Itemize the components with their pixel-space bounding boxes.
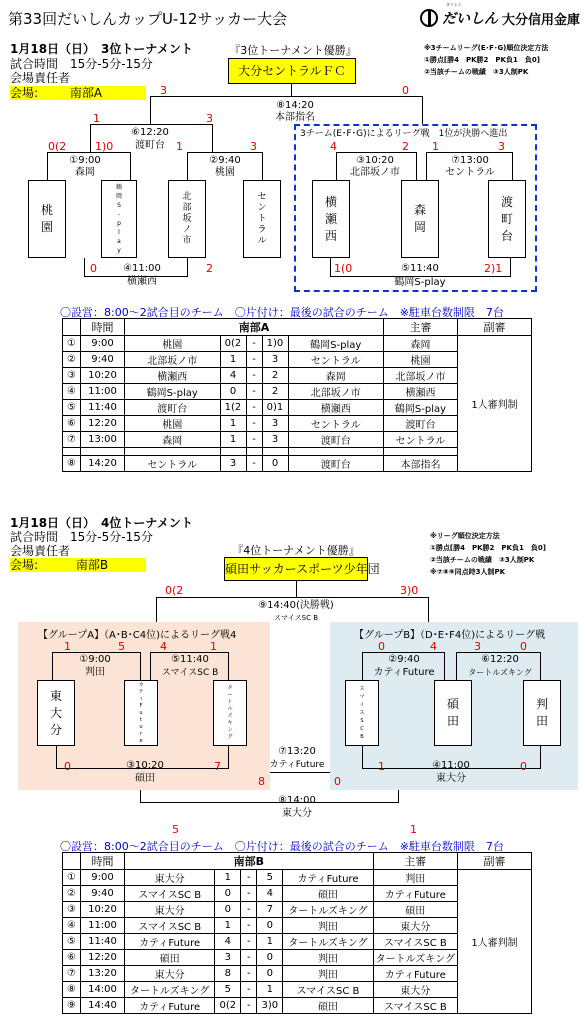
part1-notes (424, 42, 548, 78)
match-time: ③10:20 (126, 760, 164, 771)
match-time: ⑤11:40 (401, 263, 439, 274)
score: 3 (160, 84, 167, 97)
table-cell-ref: カティFuture (373, 966, 457, 982)
table-cell-s2: 1)0 (262, 336, 288, 352)
table-cell-no: ⑧ (63, 456, 81, 472)
table-cell-time: 10:20 (81, 902, 125, 918)
table-cell-ref: カティFuture (373, 886, 457, 902)
table-cell-time: 14:40 (81, 998, 125, 1014)
score: 3 (474, 640, 481, 653)
score: 5 (172, 823, 179, 836)
table-cell-away: タートルズキング (283, 934, 373, 950)
table-cell-home: 碩田 (125, 950, 215, 966)
match-ref: 渡町台 (135, 140, 165, 151)
table-cell-ref: 東大分 (373, 982, 457, 998)
table-spacer-cell (262, 448, 288, 456)
table-cell-no: ④ (63, 918, 81, 934)
match-time: ⑧14:00 (278, 795, 316, 806)
match-ref: セントラル (445, 167, 495, 178)
table-spacer-cell (81, 448, 125, 456)
part2-manager: 会場責任者 (10, 544, 71, 558)
ref-note: 1人審判制 (458, 336, 532, 472)
score: 1 (432, 140, 439, 153)
table-cell-s2: 3 (262, 416, 288, 432)
group-a-title: 【グループA】（A･B･C4位)によるリーグ戦4 (38, 630, 237, 641)
match-ref: 森岡 (75, 167, 95, 178)
table-cell-s1: 0 (220, 384, 246, 400)
match-time: ⑦13:00 (451, 155, 489, 166)
match-time: ②9:40 (388, 654, 420, 665)
note-line: ①勝点[勝4 PK勝2 PK負1 負0] (424, 56, 540, 64)
table-cell-time: 14:20 (81, 456, 125, 472)
logo-bank: 大分信用金庫 (502, 12, 581, 28)
table-spacer-cell (63, 448, 81, 456)
col-header: 主審 (384, 319, 458, 336)
league-title: 3チーム(E･F･G)によるリーグ戦 1位が決勝へ進出 (300, 129, 508, 139)
table-cell-dash: - (246, 384, 262, 400)
table-cell-away: 横瀬西 (288, 400, 384, 416)
table-cell-away: タートルズキング (283, 902, 373, 918)
table-cell-time: 12:20 (81, 950, 125, 966)
table-cell-s2: 5 (257, 870, 283, 886)
table-spacer-cell (384, 448, 458, 456)
table-cell-s2: 4 (257, 886, 283, 902)
table-cell-dash: - (246, 336, 262, 352)
table-cell-away: セントラル (288, 416, 384, 432)
table-cell-s1: 4 (220, 368, 246, 384)
match-ref: スマイスSC B (161, 668, 219, 678)
table-cell-s1: 5 (215, 982, 241, 998)
table-cell-dash: - (241, 950, 257, 966)
table-cell-home: 桃園 (125, 336, 221, 352)
table-cell-s1: 1 (220, 432, 246, 448)
match-time: ⑤11:40 (171, 654, 209, 665)
col-header: 南部A (125, 319, 384, 336)
score: 1)0 (95, 140, 114, 153)
table-cell-s1: 1(2 (220, 400, 246, 416)
team-box: 碩 田 (434, 680, 472, 746)
score: 3 (250, 140, 257, 153)
table-cell-away: 碩田 (283, 886, 373, 902)
table-cell-no: ② (63, 352, 81, 368)
table-cell-ref: スマイスSC B (373, 934, 457, 950)
match-ref: 桃園 (215, 167, 235, 178)
table-cell-s2: 2 (262, 384, 288, 400)
table-cell-ref: 鶴岡S-play (384, 400, 458, 416)
note-line: ※リーグ順位決定方法 (430, 532, 500, 540)
table-cell-no: ⑨ (63, 998, 81, 1014)
table-cell-home: セントラル (125, 456, 221, 472)
table-cell-s2: 3 (262, 352, 288, 368)
ref-note: 1人審判制 (458, 870, 532, 1014)
table-cell-s2: 0 (262, 456, 288, 472)
score: 1 (378, 760, 385, 773)
score: 0(2 (165, 584, 184, 597)
table-cell-away: カティFuture (283, 870, 373, 886)
table-cell-dash: - (246, 416, 262, 432)
table-cell-home: 東大分 (125, 902, 215, 918)
match-ref: カティFuture (269, 760, 325, 770)
table-cell-home: 横瀬西 (125, 368, 221, 384)
col-header: 南部B (125, 853, 374, 870)
score: 4 (430, 640, 437, 653)
table-cell-away: 北部坂ノ市 (288, 384, 384, 400)
score: 5 (118, 640, 125, 653)
table-cell-away: 判田 (283, 966, 373, 982)
table-cell-away: 判田 (283, 950, 373, 966)
logo-brand: だいしん (442, 11, 498, 27)
table-cell-no: ⑤ (63, 400, 81, 416)
note-line: ①勝点[勝4 PK勝2 PK負1 負0] (430, 544, 546, 552)
part1-date: 1月18日（日） 3位トーナメント (10, 42, 193, 56)
table-cell-ref: 東大分 (373, 918, 457, 934)
table-cell-no: ③ (63, 368, 81, 384)
table-cell-ref: 北部坂ノ市 (384, 368, 458, 384)
score: 3 (206, 112, 213, 125)
table-cell-time: 10:20 (81, 368, 125, 384)
table-cell-ref: セントラル (384, 432, 458, 448)
col-header: 時間 (81, 319, 125, 336)
table-cell-time: 11:40 (81, 400, 125, 416)
score: 3)0 (400, 584, 419, 597)
match-time: ⑨14:40(決勝戦) (258, 600, 334, 611)
table-cell-s2: 0)1 (262, 400, 288, 416)
logo-ruby: ダイシン (446, 2, 462, 7)
table-cell-s2: 0 (257, 950, 283, 966)
part2-date: 1月18日（日） 4位トーナメント (10, 516, 193, 530)
match-time: ⑦13:20 (278, 746, 316, 757)
score: 1 (176, 140, 183, 153)
table-cell-dash: - (246, 456, 262, 472)
score: 1 (93, 112, 100, 125)
table-spacer-cell (246, 448, 262, 456)
score: 1(0 (334, 262, 353, 275)
match-ref: タートルズキング (468, 668, 532, 677)
match-time: ⑥12:20 (131, 127, 169, 138)
note-line: ※⑦⑧⑨同点時3人制PK (430, 568, 506, 576)
match-ref: カティFuture (373, 667, 435, 678)
table-cell-s2: 0 (257, 966, 283, 982)
table-cell-s1: 0(2 (220, 336, 246, 352)
match-ref: 判田 (85, 667, 105, 678)
table-cell-ref: 本部指名 (384, 456, 458, 472)
match-ref: 横瀬西 (127, 276, 157, 287)
part2-venue (10, 558, 146, 572)
match-time: ①9:00 (69, 155, 101, 166)
table-cell-home: 鶴岡S-play (125, 384, 221, 400)
match-time: ⑥12:20 (481, 654, 519, 665)
table-cell-time: 13:00 (81, 432, 125, 448)
score: 1 (210, 640, 217, 653)
team-box: 東 大 分 (37, 680, 75, 746)
table-cell-away: 渡町台 (288, 456, 384, 472)
table-cell-ref: 森岡 (384, 336, 458, 352)
match-ref: 東大分 (436, 773, 466, 784)
part2-time: 試合時間 15分-5分-15分 (10, 530, 153, 544)
table-cell-s2: 0 (257, 918, 283, 934)
table-cell-ref: タートルズキング (373, 950, 457, 966)
table-cell-dash: - (246, 368, 262, 384)
table-spacer-cell (220, 448, 246, 456)
score: 4 (330, 140, 337, 153)
score: 2)1 (484, 262, 503, 275)
team-box: 桃 園 (28, 180, 66, 258)
table-spacer-cell (125, 448, 221, 456)
page-title: 第33回だいしんカップU-12サッカー大会 (8, 10, 288, 28)
score: 3 (498, 140, 505, 153)
score: 0 (520, 760, 527, 773)
note-line: ②当該チームの戦績 ③3人制PK (424, 68, 529, 76)
venue-value: 南部A (69, 86, 103, 100)
table-cell-ref: 碩田 (373, 902, 457, 918)
score: 0 (334, 775, 341, 788)
venue-label: 会場: (10, 86, 39, 100)
score: 0 (64, 760, 71, 773)
table-cell-home: 渡町台 (125, 400, 221, 416)
score: 7 (214, 760, 221, 773)
score: 0(2 (48, 140, 67, 153)
score: 1 (410, 823, 417, 836)
table-cell-no: ⑦ (63, 432, 81, 448)
match-ref: 鶴岡S-play (394, 277, 446, 288)
team-box: 渡 町 台 (488, 180, 526, 258)
table-cell-home: 桃園 (125, 416, 221, 432)
table-cell-no: ⑥ (63, 416, 81, 432)
table-cell-away: セントラル (288, 352, 384, 368)
table-cell-home: スマイスSC B (125, 918, 215, 934)
table-cell-ref: 横瀬西 (384, 384, 458, 400)
table-cell-home: タートルズキング (125, 982, 215, 998)
setup-line: 〇設営：8:00～2試合目のチーム 〇片付け：最後の試合のチーム ※駐車台数制限 7台 (60, 306, 504, 319)
table-cell-no: ④ (63, 384, 81, 400)
part1-venue (10, 86, 146, 100)
table-cell-s1: 8 (215, 966, 241, 982)
table-cell-ref: スマイスSC B (373, 998, 457, 1014)
table-cell-ref: 桃園 (384, 352, 458, 368)
table-cell-time: 9:40 (81, 352, 125, 368)
match-ref: 碩田 (135, 773, 155, 784)
table-cell-s1: 0 (215, 902, 241, 918)
table-cell-s2: 7 (257, 902, 283, 918)
table-cell-time: 9:00 (81, 336, 125, 352)
table-cell-s2: 2 (262, 368, 288, 384)
table-cell-away: 森岡 (288, 368, 384, 384)
table-row (63, 336, 532, 352)
team-box: 森 岡 (401, 180, 439, 258)
score: 8 (258, 775, 265, 788)
table-cell-s1: 1 (215, 870, 241, 886)
sponsor-logo (420, 2, 581, 28)
note-line: ※3チームリーグ(E･F･G)順位決定方法 (424, 44, 549, 52)
table-cell-dash: - (246, 432, 262, 448)
table-cell-away: 判田 (283, 918, 373, 934)
score: 4 (160, 640, 167, 653)
table-cell-no: ② (63, 886, 81, 902)
table-cell-s2: 1 (257, 982, 283, 998)
note-line: ②当該チームの戦績 ③3人制PK (430, 556, 535, 564)
venue-label: 会場: (10, 558, 39, 572)
table-cell-dash: - (241, 902, 257, 918)
team-box: 横 瀬 西 (312, 180, 350, 258)
schedule-table-a (62, 318, 532, 472)
table-cell-dash: - (241, 918, 257, 934)
schedule-table-b (62, 852, 532, 1014)
table-cell-s1: 0(2 (215, 998, 241, 1014)
table-cell-dash: - (241, 998, 257, 1014)
sponsor-logo-icon (420, 9, 438, 27)
part2-winner-caption: 『4位トーナメント優勝』 (232, 544, 360, 557)
table-cell-s2: 3 (262, 432, 288, 448)
table-cell-away: 鶴岡S-play (288, 336, 384, 352)
part1-manager: 会場責任者 (10, 71, 71, 85)
table-cell-time: 11:40 (81, 934, 125, 950)
table-cell-no: ① (63, 336, 81, 352)
table-cell-home: 東大分 (125, 966, 215, 982)
venue-value: 南部B (75, 558, 109, 572)
match-time: ⑧14:20 (276, 100, 314, 111)
table-cell-time: 11:00 (81, 384, 125, 400)
table-cell-s1: 1 (220, 352, 246, 368)
team-box: 鶴 岡 S - p l a y (101, 180, 137, 258)
table-cell-no: ⑧ (63, 982, 81, 998)
part1-winner: 大分セントラルＦＣ (228, 58, 356, 84)
table-cell-dash: - (241, 886, 257, 902)
score: 2 (206, 262, 213, 275)
part2-notes (430, 530, 546, 578)
table-cell-dash: - (241, 982, 257, 998)
table-cell-home: カティFuture (125, 934, 215, 950)
col-header: 副審 (458, 853, 532, 870)
table-cell-dash: - (246, 400, 262, 416)
score: 0 (520, 640, 527, 653)
table-cell-home: スマイスSC B (125, 886, 215, 902)
table-cell-s1: 1 (215, 918, 241, 934)
team-box: セ ン ト ラ ル (243, 180, 281, 258)
col-header: 主審 (373, 853, 457, 870)
table-cell-time: 12:20 (81, 416, 125, 432)
score: 1 (64, 640, 71, 653)
table-cell-s2: 1 (257, 934, 283, 950)
score: 0 (90, 262, 97, 275)
score: 2 (402, 140, 409, 153)
table-cell-dash: - (241, 870, 257, 886)
table-cell-home: 北部坂ノ市 (125, 352, 221, 368)
team-box: 北 部 坂 ノ 市 (168, 180, 206, 258)
match-ref: スマイスSC B (273, 614, 318, 622)
table-cell-home: カティFuture (125, 998, 215, 1014)
match-ref: 東大分 (282, 808, 312, 819)
match-time: ③10:20 (356, 155, 394, 166)
setup-line: 〇設営：8:00～2試合目のチーム 〇片付け：最後の試合のチーム ※駐車台数制限 7台 (60, 840, 504, 853)
team-box: ス マ イ ス S C B (345, 680, 379, 746)
table-cell-ref: 渡町台 (384, 416, 458, 432)
score: 0 (402, 84, 409, 97)
match-time: ②9:40 (209, 155, 241, 166)
table-row (63, 870, 532, 886)
table-cell-no: ⑦ (63, 966, 81, 982)
table-cell-time: 11:00 (81, 918, 125, 934)
match-ref: 北部坂ノ市 (350, 167, 400, 178)
part1-time: 試合時間 15分-5分-15分 (10, 57, 153, 71)
match-time: ④11:00 (123, 263, 161, 274)
table-cell-dash: - (246, 352, 262, 368)
table-cell-time: 14:00 (81, 982, 125, 998)
table-cell-home: 東大分 (125, 870, 215, 886)
part2-winner: 碩田サッカースポーツ少年団 (224, 557, 368, 581)
table-cell-s1: 1 (220, 416, 246, 432)
table-cell-ref: 判田 (373, 870, 457, 886)
table-cell-s1: 3 (220, 456, 246, 472)
table-cell-dash: - (241, 966, 257, 982)
table-cell-no: ⑥ (63, 950, 81, 966)
match-ref: 本部指名 (275, 112, 315, 123)
table-cell-s2: 3)0 (257, 998, 283, 1014)
table-cell-no: ⑤ (63, 934, 81, 950)
table-cell-s1: 0 (215, 886, 241, 902)
match-time: ④11:00 (432, 760, 470, 771)
table-cell-away: スマイスSC B (283, 982, 373, 998)
team-box: 判 田 (523, 680, 561, 746)
table-cell-away: 渡町台 (288, 432, 384, 448)
table-cell-s1: 4 (215, 934, 241, 950)
group-b-title: 【グループB】（D･E･F4位)によるリーグ戦 (354, 630, 546, 641)
col-header: 時間 (81, 853, 125, 870)
table-cell-no: ③ (63, 902, 81, 918)
table-cell-away: 碩田 (283, 998, 373, 1014)
table-cell-time: 13:20 (81, 966, 125, 982)
team-box: カ テ ィ F u t u r e (124, 680, 158, 746)
table-cell-dash: - (241, 934, 257, 950)
score: 0 (378, 640, 385, 653)
part1-winner-caption: 『3位トーナメント優勝』 (229, 44, 357, 57)
col-header: 副審 (458, 319, 532, 336)
match-time: ①9:00 (79, 654, 111, 665)
table-cell-home: 森岡 (125, 432, 221, 448)
table-cell-time: 9:00 (81, 870, 125, 886)
table-cell-time: 9:40 (81, 886, 125, 902)
table-spacer-cell (288, 448, 384, 456)
team-box: タ ー ト ル ズ キ ン グ (213, 680, 247, 746)
table-cell-no: ① (63, 870, 81, 886)
table-cell-s1: 3 (215, 950, 241, 966)
